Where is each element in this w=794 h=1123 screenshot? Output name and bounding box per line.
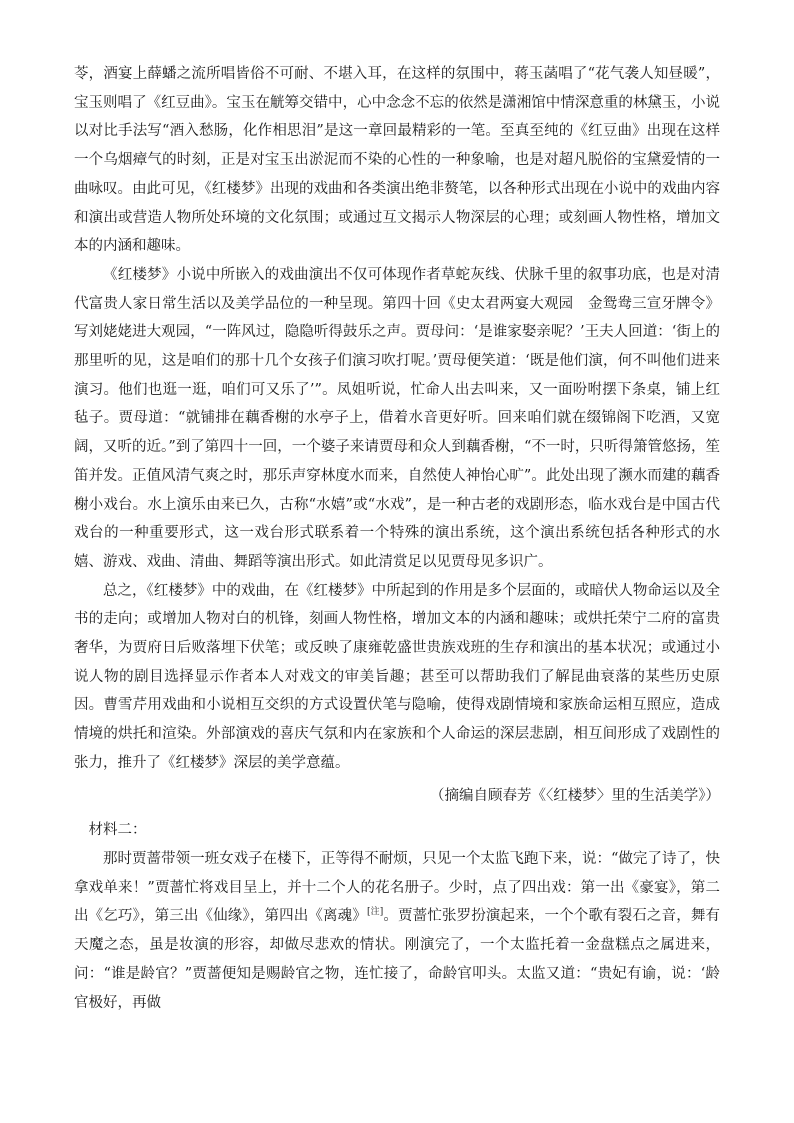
- paragraph-opera-performance: 《红楼梦》小说中所嵌入的戏曲演出不仅可体现作者草蛇灰线、伏脉千里的叙事功底，也是对清代富贵人家日常生活以及美学品位的一种呈现。第四十回《史太君两宴大观园 金鸳鸯三宣牙牌令》写刘姥姥进大观园，“一阵风过，隐隐听得鼓乐之声。贾母问：‘是谁家娶亲呢？’王夫人回道：‘街上的那里听的见，这是咱们的那十几个女孩子们演习吹打呢。’贾母便笑道：‘既是他们演，何不叫他们进来演习。他们也逛一逛，咱们可又乐了’”。凤姐听说，忙命人出去叫来，又一面吩咐摆下条桌，铺上红毡子。贾母道：“就铺排在藕香榭的水亭子上，借着水音更好听。回来咱们就在缀锦阁下吃酒，又宽阔，又听的近。”到了第四十一回，一个婆子来请贾母和众人到藕香榭，“不一时，只听得箫管悠扬，笙笛并发。正值风清气爽之时，那乐声穿林度水而来，自然使人神怡心旷”。此处出现了濒水而建的藕香榭小戏台。水上演乐由来已久，古称“水嬉”或“水戏”，是一种古老的戏剧形态，临水戏台是中国古代戏台的一种重要形式，这一戏台形式联系着一个特殊的演出系统，这个演出系统包括各种形式的水嬉、游戏、戏曲、清曲、舞蹈等演出形式。如此清赏足以见贾母见多识广。: [74, 266, 720, 570]
- paragraph-continued: 苓，酒宴上薛蟠之流所唱皆俗不可耐、不堪入耳，在这样的氛围中，蒋玉菡唱了“花气袭人知昼暖”，宝玉则唱了《红豆曲》。宝玉在觥筹交错中，心中念念不忘的依然是潇湘馆中情深意重的林黛玉，小说以对比手法写“酒入愁肠，化作相思泪”是这一章回最精彩的一笔。至真至纯的《红豆曲》出现在这样一个乌烟瘴气的时刻，正是对宝玉出淤泥而不染的心性的一种象喻，也是对超凡脱俗的宝黛爱情的一曲咏叹。由此可见，《红楼梦》出现的戏曲和各类演出绝非赘笔，以各种形式出现在小说中的戏曲内容和演出或营造人物所处环境的文化氛围；或通过互文揭示人物深层的心理；或刻画人物性格，增加文本的内涵和趣味。: [74, 66, 720, 255]
- document-content: [74, 60, 720, 1017]
- paragraph-excerpt: [74, 845, 720, 1017]
- source-citation: （摘编自顾春芳《〈红楼梦〉里的生活美学》）: [430, 787, 720, 804]
- excerpt-text-before-note: 那时贾蔷带领一班女戏子在楼下，正等得不耐烦，只见一个太监飞跑下来，说：“做完了诗了，快拿戏单来！”贾蔷忙将戏目呈上，并十二个人的花名册子。少时，点了四出戏：第一出《豪宴》，第二出《乞巧》，第三出《仙缘》，第四出《离魂》: [74, 850, 720, 925]
- excerpt-text-after-note: 。贾蔷忙张罗扮演起来，一个个歌有裂石之音，舞有天魔之态，虽是妆演的形容，却做尽悲欢的情状。刚演完了，一个太监托着一金盘糕点之属进来，问：“谁是龄官？”贾蔷便知是赐龄官之物，连忙接了，命龄官叩头。太监又道：“贵妃有谕，说：‘龄官极好，再做: [74, 908, 721, 1011]
- material-two-label: 材料二：: [88, 822, 147, 839]
- paragraph-conclusion: 总之，《红楼梦》中的戏曲，在《红楼梦》中所起到的作用是多个层面的，或暗伏人物命运以及全书的走向；或增加人物对白的机锋，刻画人物性格，增加文本的内涵和趣味；或烘托荣宁二府的富贵奢华，为贾府日后败落埋下伏笔；或反映了康雍乾盛世贵族戏班的生存和演出的基本状况；或通过小说人物的剧目选择显示作者本人对戏文的审美旨趣；甚至可以帮助我们了解昆曲衰落的某些历史原因。曹雪芹用戏曲和小说相互交织的方式设置伏笔与隐喻，使得戏剧情境和家族命运相互照应，造成情境的烘托和渲染。外部演戏的喜庆气氛和内在家族和个人命运的深层悲剧，相互间形成了戏剧性的张力，推升了《红楼梦》深层的美学意蕴。: [74, 582, 720, 771]
- footnote-marker: [注]: [366, 907, 384, 918]
